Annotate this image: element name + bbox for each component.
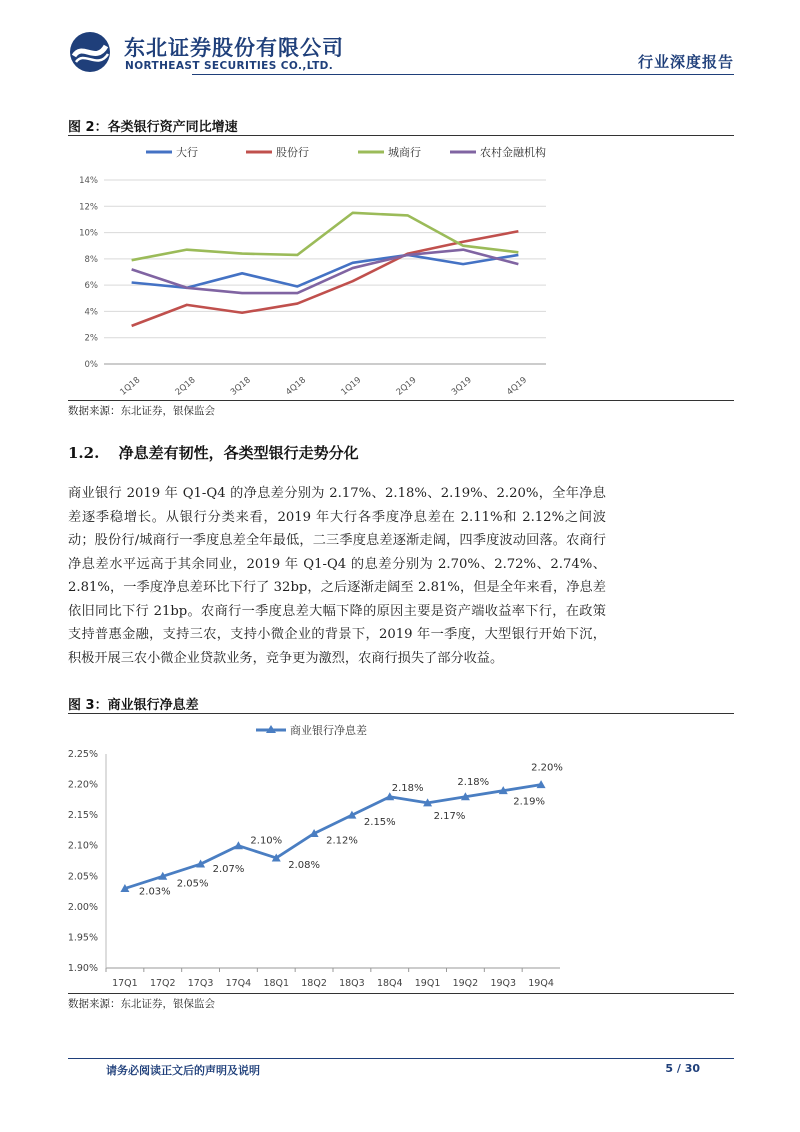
data-label: 2.19% bbox=[513, 796, 546, 808]
figure2-top-rule bbox=[68, 135, 734, 136]
y-tick-label: 1.90% bbox=[68, 963, 98, 974]
y-tick-label: 0% bbox=[84, 360, 98, 370]
x-tick-label: 18Q3 bbox=[339, 978, 365, 989]
y-tick-label: 2.15% bbox=[68, 810, 98, 822]
x-tick-label: 3Q18 bbox=[228, 375, 253, 398]
y-tick-label: 12% bbox=[79, 202, 98, 213]
x-tick-label: 18Q1 bbox=[263, 978, 290, 989]
section-title bbox=[68, 442, 359, 463]
figure3-top-rule bbox=[68, 713, 734, 714]
y-tick-label: 2.00% bbox=[68, 901, 98, 913]
x-tick-label: 17Q4 bbox=[225, 978, 252, 989]
legend-label: 商业银行净息差 bbox=[290, 724, 367, 737]
figure2-title: 图 2：各类银行资产同比增速 bbox=[68, 120, 238, 135]
legend-label-2: 城商行 bbox=[388, 146, 421, 159]
x-tick-label: 2Q18 bbox=[173, 375, 198, 398]
company-name-cn: 东北证券股份有限公司 bbox=[124, 36, 344, 60]
series-line-0 bbox=[132, 255, 519, 288]
figure3-bottom-rule bbox=[68, 993, 734, 994]
data-label: 2.18% bbox=[457, 776, 490, 788]
y-tick-label: 4% bbox=[84, 307, 98, 318]
y-tick-label: 6% bbox=[84, 281, 98, 292]
data-label: 2.17% bbox=[433, 810, 466, 822]
figure2-source: 数据来源：东北证券，银保监会 bbox=[68, 405, 215, 417]
report-type: 行业深度报告 bbox=[637, 53, 734, 71]
figure3-title: 图 3：商业银行净息差 bbox=[68, 698, 199, 713]
y-tick-label: 2% bbox=[84, 333, 98, 344]
series-line-2 bbox=[132, 213, 519, 260]
company-logo-icon bbox=[68, 30, 116, 74]
page-header bbox=[68, 30, 734, 76]
body-paragraph: 商业银行 2019 年 Q1-Q4 的净息差分别为 2.17%、2.18%、2.19%、2.20%，全年净息差逐季稳增长。从银行分类来看，2019 年大行各季度净息差在 2.11%和 2.12%之间波动；股份行/城商行一季度息差全年最低，二三季度息差逐渐走阔，四季度波动回落。农商行净息差水平远高于其余同业，2019 年 Q1-Q4 的息差分别为 2.70%、2.72%、2.74%、2.81%，一季度净息差环比下行了 32bp，之后逐渐走阔至 2.81%，但是全年来看，净息差依旧同比下行 21bp。农商行一季度息差大幅下降的原因主要是资产端收益率下行，在政策支持普惠金融，支持三农，支持小微企业的背景下，2019 年一季度，大型银行开始下沉，积极开展三农小微企业贷款业务，竞争更为激烈，农商行损失了部分收益。 bbox=[68, 486, 606, 666]
page-number: 5 / 30 bbox=[665, 1062, 700, 1075]
figure2-bottom-rule bbox=[68, 400, 734, 401]
y-tick-label: 2.10% bbox=[68, 840, 98, 852]
data-label: 2.20% bbox=[531, 762, 563, 774]
figure3-source: 数据来源：东北证券，银保监会 bbox=[68, 998, 215, 1010]
data-label: 2.08% bbox=[288, 859, 321, 871]
data-label: 2.03% bbox=[138, 886, 171, 898]
x-tick-label: 3Q19 bbox=[449, 375, 474, 398]
section-number: 1.2. bbox=[68, 444, 100, 462]
x-tick-label: 18Q2 bbox=[301, 978, 327, 989]
footer-divider bbox=[68, 1058, 734, 1059]
y-tick-label: 14% bbox=[79, 176, 98, 186]
data-label: 2.12% bbox=[326, 835, 358, 847]
footer-disclaimer: 请务必阅读正文后的声明及说明 bbox=[106, 1064, 260, 1077]
y-tick-label: 2.25% bbox=[68, 749, 98, 760]
section-heading: 净息差有韧性，各类型银行走势分化 bbox=[118, 444, 359, 462]
data-point bbox=[234, 841, 243, 849]
x-tick-label: 18Q4 bbox=[376, 978, 403, 989]
data-label: 2.10% bbox=[250, 835, 283, 847]
legend-label-0: 大行 bbox=[176, 146, 198, 159]
x-tick-label: 19Q4 bbox=[528, 978, 554, 989]
x-tick-label: 4Q18 bbox=[284, 375, 309, 398]
x-tick-label: 2Q19 bbox=[394, 375, 419, 398]
y-tick-label: 2.05% bbox=[68, 871, 98, 883]
legend-label-3: 农村金融机构 bbox=[480, 146, 546, 159]
x-tick-label: 19Q3 bbox=[490, 978, 517, 989]
data-label: 2.15% bbox=[363, 817, 396, 829]
company-name-en: NORTHEAST SECURITIES CO.,LTD. bbox=[125, 60, 334, 72]
figure2-chart bbox=[68, 138, 568, 400]
data-label: 2.18% bbox=[391, 782, 424, 794]
x-tick-label: 19Q1 bbox=[414, 978, 441, 989]
y-tick-label: 1.95% bbox=[68, 932, 98, 944]
x-tick-label: 17Q3 bbox=[187, 978, 214, 989]
y-tick-label: 10% bbox=[79, 228, 98, 239]
x-tick-label: 1Q19 bbox=[339, 375, 364, 398]
x-tick-label: 17Q2 bbox=[149, 978, 176, 989]
x-tick-label: 17Q1 bbox=[112, 978, 138, 989]
y-tick-label: 2.20% bbox=[68, 779, 98, 791]
figure3-chart bbox=[68, 716, 588, 992]
data-label: 2.07% bbox=[212, 864, 245, 876]
legend-label-1: 股份行 bbox=[276, 146, 309, 159]
x-tick-label: 4Q19 bbox=[505, 375, 530, 398]
header-divider bbox=[192, 74, 734, 75]
y-tick-label: 8% bbox=[84, 254, 98, 265]
x-tick-label: 19Q2 bbox=[452, 978, 479, 989]
data-label: 2.05% bbox=[176, 878, 209, 890]
x-tick-label: 1Q18 bbox=[118, 375, 143, 398]
